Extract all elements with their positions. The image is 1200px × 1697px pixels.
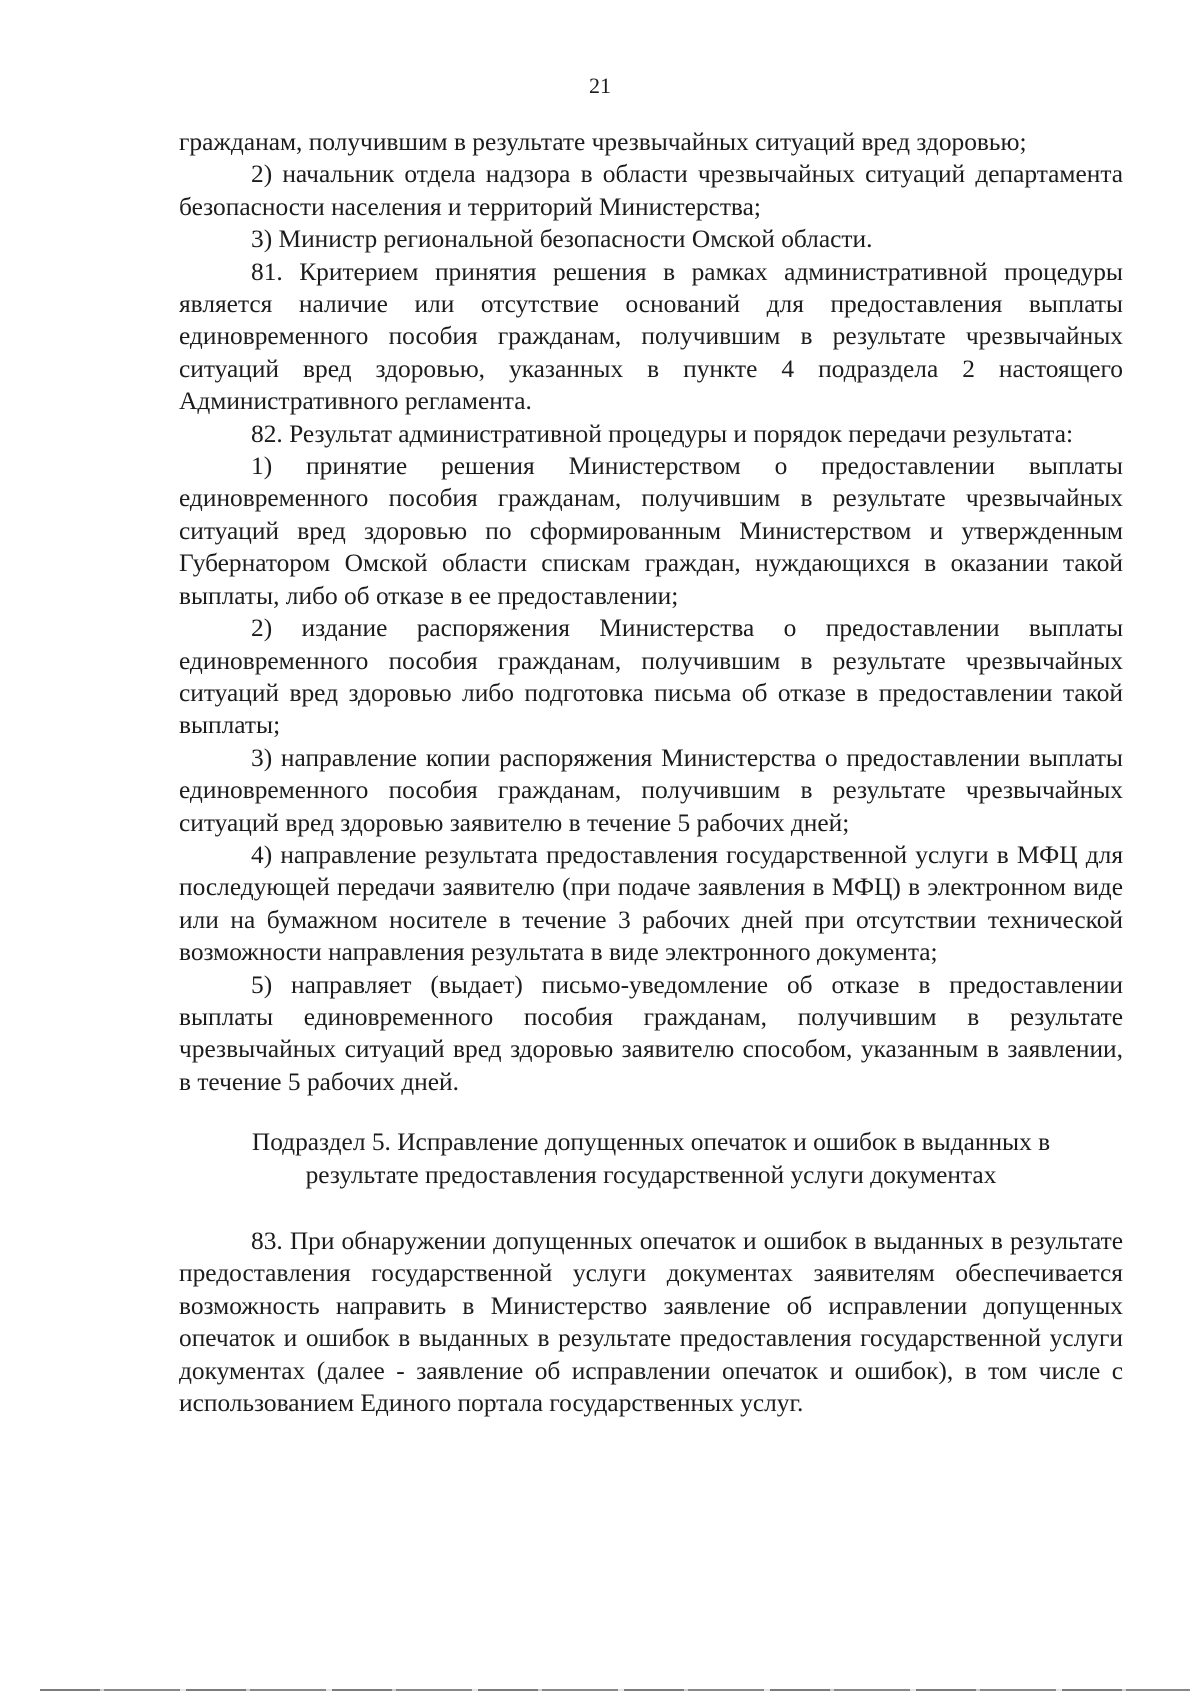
- document-body: [179, 126, 1123, 1419]
- result-item-4: 4) направление результата предоставления государственной услуги в МФЦ для последующей передачи заявителю (при подаче заявления в МФЦ) в электронном виде или на бумажном носителе в течение 3 рабочих дней при отсутствии технической возможности направления результата в виде электронного документа;: [179, 840, 1123, 967]
- paragraph-continuation: гражданам, получившим в результате чрезвычайных ситуаций вред здоровью;: [179, 128, 1027, 156]
- paragraph-81: 81. Критерием принятия решения в рамках административной процедуры является наличие или отсутствие оснований для предоставления выплаты единовременного пособия гражданам, получившим в результате чрезвычайных ситуаций вред здоровью, указанных в пункте 4 подраздела 2 настоящего Административного регламента.: [179, 257, 1123, 416]
- paragraph-82: 82. Результат административной процедуры и порядок передачи результата:: [251, 419, 1074, 448]
- list-item-2-official: 2) начальник отдела надзора в области чрезвычайных ситуаций департамента безопасности населения и территорий Министерства;: [179, 160, 1123, 221]
- result-item-2: 2) издание распоряжения Министерства о предоставлении выплаты единовременного пособия гражданам, получившим в результате чрезвычайных ситуаций вред здоровью либо подготовка письма об отказе в предоставлении такой выплаты;: [179, 614, 1123, 740]
- page-number: 21: [589, 73, 611, 98]
- subsection-heading-line-1: Подраздел 5. Исправление допущенных опечаток и ошибок в выданных в: [251, 1128, 1051, 1157]
- result-item-3: 3) направление копии распоряжения Министерства о предоставлении выплаты единовременного пособия гражданам, получившим в результате чрезвычайных ситуаций вред здоровью заявителю в течение 5 рабочих дней;: [179, 743, 1123, 837]
- paragraph-83: 83. При обнаружении допущенных опечаток и ошибок в выданных в результате предоставления государственной услуги документах заявителям обеспечивается возможность направить в Министерство заявление об исправлении допущенных опечаток и ошибок в выданных в результате предоставления государственной услуги документах (далее - заявление об исправлении опечаток и ошибок), в том числе с использованием Единого портала государственных услуг.: [179, 1227, 1123, 1418]
- result-item-1: 1) принятие решения Министерством о предоставлении выплаты единовременного пособия гражданам, получившим в результате чрезвычайных ситуаций вред здоровью по сформированным Министерством и утвержденным Губернатором Омской области спискам граждан, нуждающихся в оказании такой выплаты, либо об отказе в ее предоставлении;: [179, 452, 1123, 610]
- result-item-5: 5) направляет (выдает) письмо-уведомление об отказе в предоставлении выплаты единовременного пособия гражданам, получившим в результате чрезвычайных ситуаций вред здоровью заявителю способом, указанным в заявлении, в течение 5 рабочих дней.: [179, 970, 1123, 1096]
- scan-bottom-edge: [40, 1689, 1190, 1691]
- subsection-heading: [179, 1126, 1123, 1191]
- list-item-3-minister: 3) Министр региональной безопасности Омской области.: [251, 225, 873, 254]
- subsection-heading-line-2: результате предоставления государственной услуги документах: [305, 1160, 997, 1189]
